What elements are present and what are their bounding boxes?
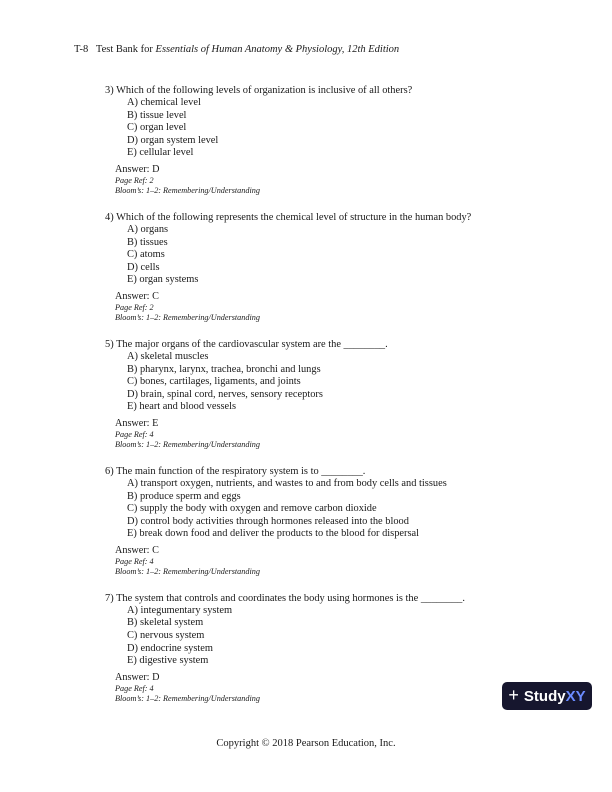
option-d: D) control body activities through hormones released into the blood — [127, 515, 409, 527]
question-prompt: The major organs of the cardiovascular system are the ________. — [116, 338, 388, 350]
blooms-level: Bloom’s: 1–2: Remembering/Understanding — [115, 313, 260, 323]
question-5 — [105, 338, 575, 451]
option-e: E) organ systems — [127, 274, 199, 286]
book-title: Essentials of Human Anatomy & Physiology, 12th Edition — [155, 44, 400, 55]
option-list — [127, 97, 575, 160]
page-ref: Page Ref: 4 — [115, 683, 154, 693]
option-b: B) produce sperm and eggs — [127, 490, 241, 502]
option-b: B) tissues — [127, 236, 168, 248]
option-a: A) transport oxygen, nutrients, and wastes to and from body cells and tissues — [127, 477, 447, 489]
option-a: A) skeletal muscles — [127, 350, 209, 362]
option-list — [127, 224, 575, 287]
option-e: E) heart and blood vessels — [127, 401, 237, 413]
question-prompt: The system that controls and coordinates the body using hormones is the ________. — [116, 592, 465, 604]
question-number: 6) — [105, 465, 114, 477]
option-a: A) chemical level — [127, 97, 201, 108]
option-d: D) brain, spinal cord, nerves, sensory receptors — [127, 388, 323, 400]
question-prompt: The main function of the respiratory system is to ________. — [116, 465, 366, 477]
question-text — [105, 338, 575, 351]
option-c: C) organ level — [127, 122, 187, 134]
page-ref: Page Ref: 2 — [115, 175, 154, 185]
answer: Answer: C — [115, 290, 159, 302]
option-c: C) nervous system — [127, 630, 205, 642]
page-ref: Page Ref: 4 — [115, 429, 154, 439]
option-d: D) cells — [127, 261, 160, 273]
plus-icon: + — [508, 685, 519, 705]
answer: Answer: D — [115, 163, 160, 175]
question-number: 7) — [105, 592, 114, 604]
answer: Answer: C — [115, 544, 159, 556]
option-e: E) break down food and deliver the products to the blood for dispersal — [127, 528, 420, 540]
question-4 — [105, 211, 575, 324]
option-list — [127, 605, 575, 668]
option-d: D) organ system level — [127, 134, 219, 146]
answer: Answer: E — [115, 417, 159, 429]
option-a: A) organs — [127, 223, 169, 235]
option-c: C) bones, cartilages, ligaments, and joints — [127, 376, 301, 388]
blooms-level: Bloom’s: 1–2: Remembering/Understanding — [115, 694, 260, 704]
option-b: B) skeletal system — [127, 617, 204, 629]
question-text — [105, 211, 575, 224]
page-ref: Page Ref: 4 — [115, 556, 154, 566]
option-list — [127, 351, 575, 414]
option-c: C) atoms — [127, 249, 165, 261]
question-number: 3) — [105, 85, 114, 96]
badge-brand-accent: XY — [565, 687, 586, 705]
question-number: 5) — [105, 338, 114, 350]
blooms-level: Bloom’s: 1–2: Remembering/Understanding — [115, 186, 260, 196]
studyxy-badge[interactable] — [502, 682, 592, 710]
question-prompt: Which of the following represents the chemical level of structure in the human body? — [116, 211, 472, 223]
question-3 — [105, 84, 575, 197]
question-list — [105, 84, 575, 719]
page-label: T-8 — [74, 44, 89, 55]
blooms-level: Bloom’s: 1–2: Remembering/Understanding — [115, 440, 260, 450]
option-c: C) supply the body with oxygen and remove carbon dioxide — [127, 503, 377, 515]
blooms-level: Bloom’s: 1–2: Remembering/Understanding — [115, 567, 260, 577]
option-e: E) cellular level — [127, 147, 194, 159]
header-prefix: Test Bank for — [95, 44, 153, 55]
option-list — [127, 478, 575, 541]
option-e: E) digestive system — [127, 655, 209, 667]
page-header — [74, 44, 399, 55]
answer: Answer: D — [115, 671, 160, 683]
option-a: A) integumentary system — [127, 604, 233, 616]
copyright-footer: Copyright © 2018 Pearson Education, Inc. — [216, 738, 396, 749]
badge-brand-main: Study — [523, 687, 566, 705]
question-text — [105, 465, 575, 478]
question-number: 4) — [105, 211, 114, 223]
question-prompt: Which of the following levels of organization is inclusive of all others? — [116, 85, 413, 96]
question-6 — [105, 465, 575, 578]
badge-brand — [524, 688, 586, 705]
question-text — [105, 592, 575, 605]
option-b: B) tissue level — [127, 109, 187, 121]
question-text — [105, 84, 575, 97]
page-ref: Page Ref: 2 — [115, 302, 154, 312]
option-d: D) endocrine system — [127, 642, 213, 654]
option-b: B) pharynx, larynx, trachea, bronchi and lungs — [127, 363, 321, 375]
